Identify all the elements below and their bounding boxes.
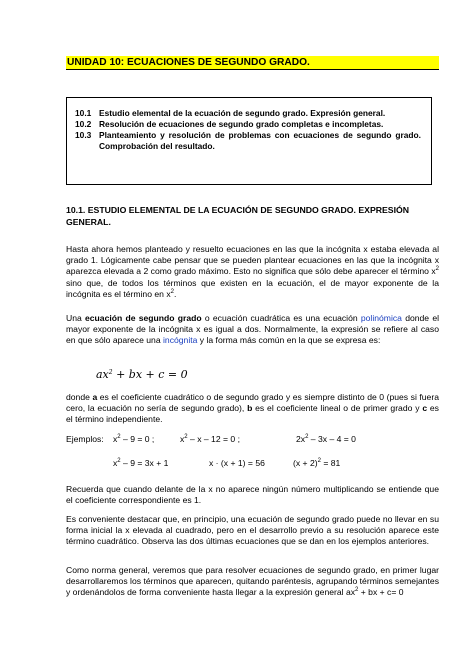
toc-number: 10.3 (75, 130, 92, 140)
text: Como norma general, veremos que para resolver ecuaciones de segundo grado, en primer lugar desarrollaremos los términos que aparecen, quitando paréntesis, agrupando términos semejantes y ordenándolos de forma conveniente hasta llegar a la expresión general ax (66, 565, 439, 598)
example-equation (113, 434, 154, 445)
text: es el coeficiente lineal o de primer grado y (252, 403, 423, 414)
example-equation (113, 458, 168, 469)
paragraph-conveniente: Es conveniente destacar que, en principio, una ecuación de segundo grado puede no llevar en su forma inicial la x elevada al cuadrado, pero en el desarrollo previo a su resolución aparece este término cuadrático. Observa las dos últimas ecuaciones que se dan en los ejemplos anteriores. (66, 514, 439, 547)
text: donde el mayor exponente de la incógnita x es igual a dos. Normalmente, la expresión se refiere al caso en que sólo aparece una (66, 313, 440, 346)
text: – 9 = 3x + 1 (120, 458, 169, 468)
formula-text: + bx + c = 0 (112, 368, 188, 381)
text: – 9 = 0 ; (120, 434, 155, 444)
link-incognita[interactable]: incógnita (163, 335, 198, 346)
superscript: 2 (117, 434, 121, 440)
paragraph-norma-general (66, 565, 439, 599)
text: sino que, de todos los términos que existen en la ecuación, el de mayor exponente de la incógnita es el término en x (66, 277, 439, 299)
bold-term: b (247, 403, 253, 414)
examples-label: Ejemplos: (66, 434, 104, 444)
superscript: 2 (305, 434, 309, 440)
toc-text: Estudio elemental de la ecuación de segundo grado. Expresión general. (99, 108, 386, 118)
superscript: 2 (184, 434, 188, 440)
text: x (113, 434, 118, 444)
paragraph-definition (66, 313, 439, 347)
table-of-contents (66, 97, 432, 185)
text: . (173, 288, 177, 299)
toc-number: 10.2 (75, 119, 92, 129)
text: (x + 2) (293, 458, 318, 468)
bold-term: c (422, 403, 428, 414)
toc-item (75, 130, 421, 152)
example-equation (293, 458, 340, 469)
toc-item (75, 119, 421, 130)
example-equation: x · (x + 1) = 56 (209, 458, 265, 468)
toc-item (75, 108, 421, 119)
text: + bx + c= 0 (358, 587, 404, 598)
bold-term: ecuación de segundo grado (85, 313, 202, 323)
example-equation (180, 434, 240, 445)
section-heading: 10.1. ESTUDIO ELEMENTAL DE LA ECUACIÓN DE SEGUNDO GRADO. EXPRESIÓN GENERAL. (66, 205, 410, 227)
text: 2x (296, 434, 306, 444)
superscript: 2 (108, 369, 113, 376)
paragraph-intro (66, 244, 439, 300)
unit-title: UNIDAD 10: ECUACIONES DE SEGUNDO GRADO. (66, 56, 439, 70)
superscript: 2 (317, 458, 321, 464)
text: y la forma más común en la que se expresa es: (197, 335, 381, 346)
superscript: 2 (355, 587, 359, 594)
text: donde (66, 392, 93, 402)
text: x (180, 434, 185, 444)
general-formula (96, 368, 188, 382)
superscript: 2 (435, 266, 439, 273)
paragraph-coefficient-note: Recuerda que cuando delante de la x no aparece ningún número multiplicando se entiende que el coeficiente correspondiente es 1. (66, 484, 439, 506)
text: = 81 (320, 458, 341, 468)
toc-text: Planteamiento y resolución de problemas con ecuaciones de segundo grado. Comprobación del resultado. (99, 130, 421, 151)
text: Hasta ahora hemos planteado y resuelto ecuaciones en las que la incógnita x estaba elevada al grado 1. Lógicamente cabe pensar que se pueden plantear ecuaciones en las que la incógnita x aparezca elevada a 2 como grado máximo. Esto no significa que sólo debe aparecer el término x (66, 244, 439, 277)
text: es el término independiente. (66, 403, 439, 425)
link-polinomica[interactable]: polinómica (360, 313, 402, 323)
text: x (113, 458, 118, 468)
text: o ecuación cuadrática es una ecuación (201, 313, 361, 323)
text: – x – 12 = 0 ; (187, 434, 240, 444)
superscript: 2 (117, 458, 121, 464)
superscript: 2 (170, 288, 174, 295)
text: – 3x – 4 = 0 (308, 434, 356, 444)
formula-text: ax (96, 368, 109, 381)
bold-term: a (92, 392, 98, 402)
text: Una (66, 313, 85, 323)
example-equation (296, 434, 356, 445)
paragraph-coefficients (66, 392, 439, 426)
text: es el coeficiente cuadrático o de segundo grado y es siempre distinto de 0 (pues si fuera cero, la ecuación no sería de segundo grado), (66, 392, 439, 414)
toc-text: Resolución de ecuaciones de segundo grado completas e incompletas. (99, 119, 384, 129)
toc-number: 10.1 (75, 108, 92, 118)
